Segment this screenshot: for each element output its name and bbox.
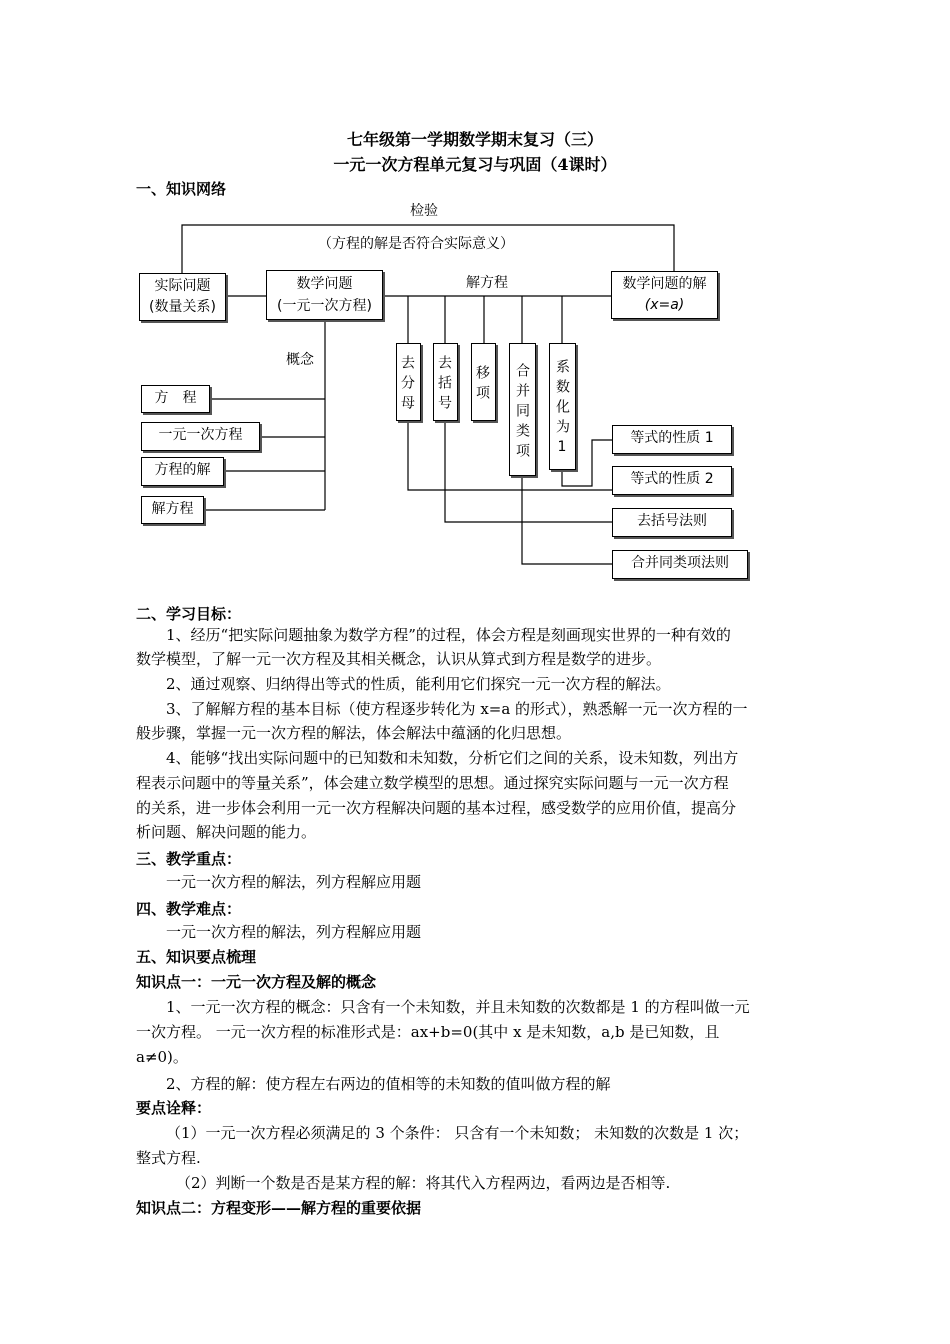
check-note: （方程的解是否符合实际意义） — [318, 236, 514, 252]
goal-3-line2: 般步骤，掌握一元一次方程的解法，体会解法中蕴涵的化归思想。 — [136, 724, 572, 742]
check-label: 检验 — [410, 203, 438, 219]
doc-subtitle: 一元一次方程单元复习与巩固（4课时） — [333, 155, 617, 174]
section-heading-knowledge-network: 一、知识网络 — [136, 180, 227, 198]
concept-box-equation-solution: 方程的解 — [141, 457, 224, 486]
kp1-item1-line2: 一次方程。 一元一次方程的标准形式是：ax+b=0(其中 x 是未知数，a,b 是已知数，且 — [136, 1023, 720, 1041]
kp1-item1-line3: a≠0)。 — [136, 1048, 188, 1066]
concept-box-solving: 解方程 — [141, 496, 204, 524]
note-2-line1: （2）判断一个数是否是某方程的解：将其代入方程两边，看两边是否相等. — [176, 1174, 671, 1192]
goal-4-line2: 程表示问题中的等量关系”，体会建立数学模型的思想。通过探究实际问题与一元一次方程 — [136, 774, 729, 792]
difficulties-text: 一元一次方程的解法，列方程解应用题 — [166, 923, 422, 941]
note-1-line1: （1）一元一次方程必须满足的 3 个条件： 只含有一个未知数； 未知数的次数是 1 次； — [166, 1124, 749, 1142]
real-problem-box — [139, 273, 226, 321]
concept-box-linear-equation: 一元一次方程 — [141, 422, 260, 451]
key-points-text: 一元一次方程的解法，列方程解应用题 — [166, 873, 422, 891]
section-heading-goals: 二、学习目标： — [136, 605, 242, 623]
note-1-line2: 整式方程. — [136, 1149, 201, 1167]
knowledge-point-1-title: 知识点一：一元一次方程及解的概念 — [136, 973, 377, 991]
rule-box-bracket-rule: 去括号法则 — [612, 508, 732, 537]
step-box-combine-like-terms: 合并同类项 — [509, 343, 536, 476]
goal-1-line1: 1、经历“把实际问题抽象为数学方程”的过程，体会方程是刻画现实世界的一种有效的 — [166, 626, 731, 644]
knowledge-point-2-title: 知识点二：方程变形——解方程的重要依据 — [136, 1199, 422, 1217]
goal-3-line1: 3、了解解方程的基本目标（使方程逐步转化为 x=a 的形式），熟悉解一元一次方程的一 — [166, 700, 748, 718]
kp1-item2-line1: 2、方程的解：使方程左右两边的值相等的未知数的值叫做方程的解 — [166, 1075, 611, 1093]
goal-1-line2: 数学模型，了解一元一次方程及其相关概念，认识从算式到方程是数学的进步。 — [136, 650, 662, 668]
section-heading-key-points: 三、教学重点： — [136, 850, 242, 868]
math-problem-box — [266, 270, 383, 320]
solve-label: 解方程 — [466, 275, 508, 291]
rule-box-equality-property-1: 等式的性质 1 — [612, 425, 732, 454]
kp1-item1-line1: 1、一元一次方程的概念：只含有一个未知数，并且未知数的次数都是 1 的方程叫做一元 — [166, 998, 750, 1016]
concept-box-equation: 方 程 — [141, 385, 210, 413]
goal-2-line1: 2、通过观察、归纳得出等式的性质，能利用它们探究一元一次方程的解法。 — [166, 675, 671, 693]
solution-box — [611, 271, 718, 319]
goal-4-line3: 的关系，进一步体会利用一元一次方程解决问题的基本过程，感受数学的应用价值，提高分 — [136, 799, 737, 817]
math-problem-line1: 数学问题 — [296, 276, 353, 292]
step-box-remove-denominator: 去分母 — [396, 343, 421, 421]
solution-line2: (x=a) — [644, 297, 685, 313]
solution-line1: 数学问题的解 — [622, 276, 707, 292]
step-box-remove-brackets: 去括号 — [433, 343, 458, 421]
goal-4-line4: 析问题、解决问题的能力。 — [136, 823, 317, 841]
real-problem-line2: (数量关系) — [149, 299, 216, 315]
notes-title: 要点诠释： — [136, 1099, 212, 1117]
doc-title: 七年级第一学期数学期末复习（三） — [346, 130, 603, 149]
goal-4-line1: 4、能够“找出实际问题中的已知数和未知数，分析它们之间的关系，设未知数，列出方 — [166, 749, 739, 767]
math-problem-line2: (一元一次方程) — [277, 298, 372, 314]
rule-box-equality-property-2: 等式的性质 2 — [612, 466, 732, 495]
section-heading-knowledge-points: 五、知识要点梳理 — [136, 948, 257, 966]
rule-box-combine-rule: 合并同类项法则 — [612, 550, 748, 579]
concept-label: 概念 — [286, 352, 314, 368]
real-problem-line1: 实际问题 — [154, 278, 211, 294]
step-box-transpose: 移项 — [471, 343, 496, 421]
section-heading-difficulties: 四、教学难点： — [136, 900, 242, 918]
step-box-coefficient-to-one: 系数化为1 — [549, 343, 576, 470]
